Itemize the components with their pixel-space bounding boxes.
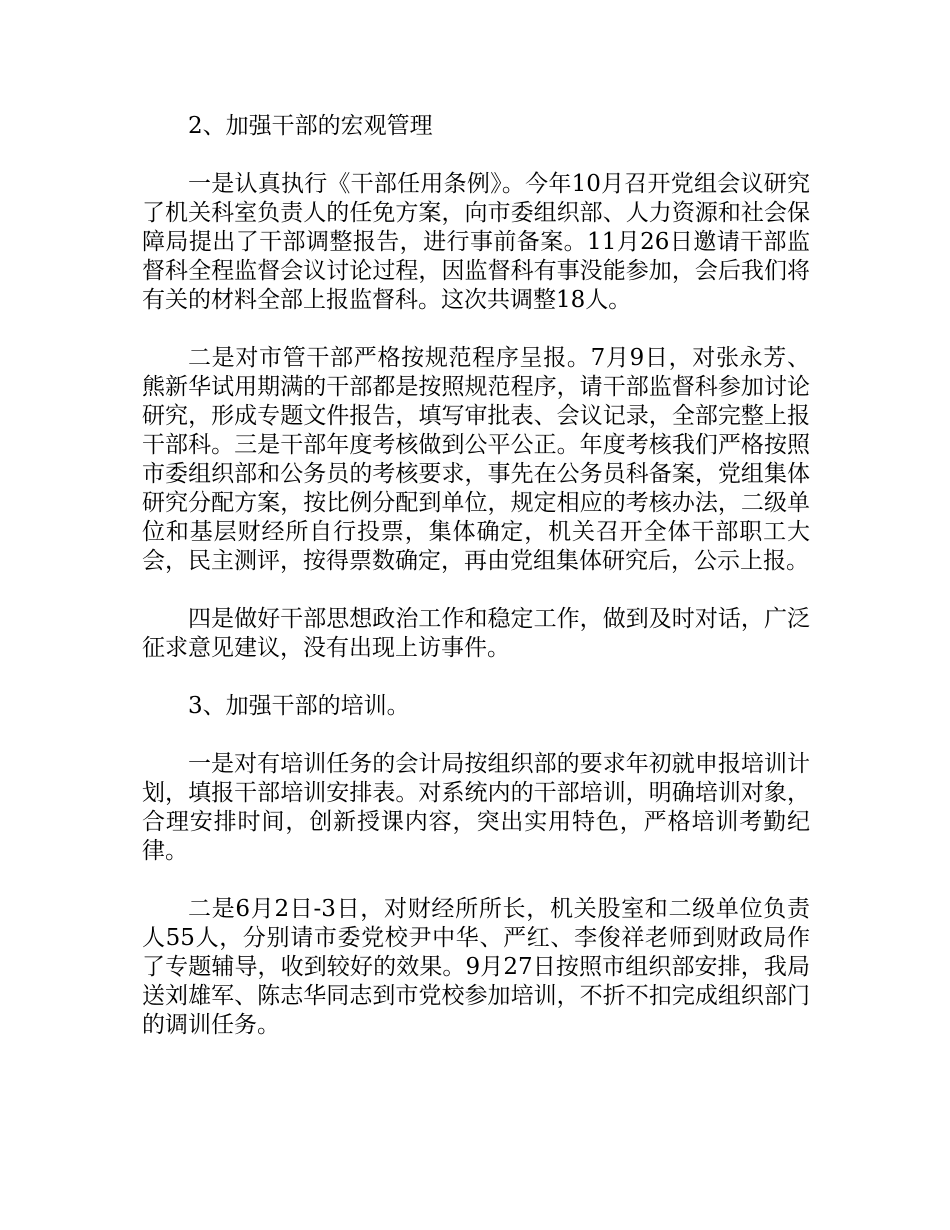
- section-heading: 3、加强干部的培训。: [188, 693, 410, 719]
- paragraph: 二是对市管干部严格按规范程序呈报。7月9日，对张永芳、熊新华试用期满的干部都是按照规范程序，请干部监督科参加讨论研究，形成专题文件报告，填写审批表、会议记录，全部完整上报干部科。三是干部年度考核做到公平公正。年度考核我们严格按照市委组织部和公务员的考核要求，事先在公务员科备案，党组集体研究分配方案，按比例分配到单位，规定相应的考核办法，二级单位和基层财经所自行投票，集体确定，机关召开全体干部职工大会，民主测评，按得票数确定，再由党组集体研究后，公示上报。: [142, 345, 810, 574]
- paragraph: 一是认真执行《干部任用条例》。今年10月召开党组会议研究了机关科室负责人的任免方案，向市委组织部、人力资源和社会保障局提出了干部调整报告，进行事前备案。11月26日邀请干部监督科全程监督会议讨论过程，因监督科有事没能参加，会后我们将有关的材料全部上报监督科。这次共调整18人。: [142, 171, 810, 313]
- paragraph: 二是6月2日-3日，对财经所所长，机关股室和二级单位负责人55人，分别请市委党校尹中华、严红、李俊祥老师到财政局作了专题辅导，收到较好的效果。9月27日按照市组织部安排，我局送刘雄军、陈志华同志到市党校参加培训，不折不扣完成组织部门的调训任务。: [142, 896, 810, 1038]
- paragraph: 四是做好干部思想政治工作和稳定工作，做到及时对话，广泛征求意见建议，没有出现上访事件。: [142, 606, 810, 661]
- document-body: [142, 112, 810, 1069]
- paragraph: 一是对有培训任务的会计局按组织部的要求年初就申报培训计划，填报干部培训安排表。对系统内的干部培训，明确培训对象，合理安排时间，创新授课内容，突出实用特色，严格培训考勤纪律。: [142, 751, 810, 864]
- section-heading: 2、加强干部的宏观管理: [188, 113, 433, 139]
